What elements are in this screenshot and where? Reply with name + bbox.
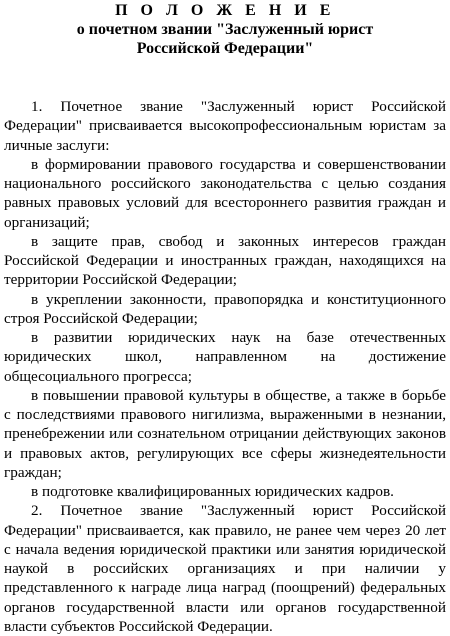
document-subtitle-line-2: Российской Федерации" [136, 40, 314, 57]
paragraph-3: в защите прав, свобод и законных интересов граждан Российской Федерации и иностранных граждан, находящихся на территории Российской Федерации; [4, 232, 446, 289]
document-body [4, 97, 446, 636]
paragraph-5: в развитии юридических наук на базе отечественных юридических школ, направленном на достижение общесоциального прогресса; [4, 329, 446, 385]
paragraph-7: в подготовке квалифицированных юридических кадров. [31, 483, 394, 500]
paragraph-2: в формировании правового государства и совершенствовании национального российского законодательства с целью создания равных правовых условий для всестороннего развития граждан и организаций; [4, 155, 446, 231]
document-subtitle-line-1: о почетном звании "Заслуженный юрист [76, 21, 374, 38]
paragraph-1: 1. Почетное звание "Заслуженный юрист Российской Федерации" присваивается высокопрофессиональным юристам за личные заслуги: [4, 98, 446, 154]
document-page [4, 1, 446, 636]
paragraph-4: в укреплении законности, правопорядка и конституционного строя Российской Федерации; [4, 290, 446, 327]
document-title: П О Л О Ж Е Н И Е [115, 2, 335, 19]
paragraph-6: в повышении правовой культуры в обществе, а также в борьбе с последствиями правового нигилизма, выраженными в незнании, пренебрежении или сознательном отрицании действующих законов и правовых актов, регулирующих все сферы жизнедеятельности граждан; [4, 386, 446, 481]
paragraph-8: 2. Почетное звание "Заслуженный юрист Российской Федерации" присваивается, как правило, не ранее чем через 20 лет с начала ведения юридической практики или занятия юридической наукой в российских организациях и при наличии у представленного к награде лица наград (поощрений) федеральных органов государственной власти или органов государственной власти субъектов Российской Федерации. [4, 502, 446, 635]
